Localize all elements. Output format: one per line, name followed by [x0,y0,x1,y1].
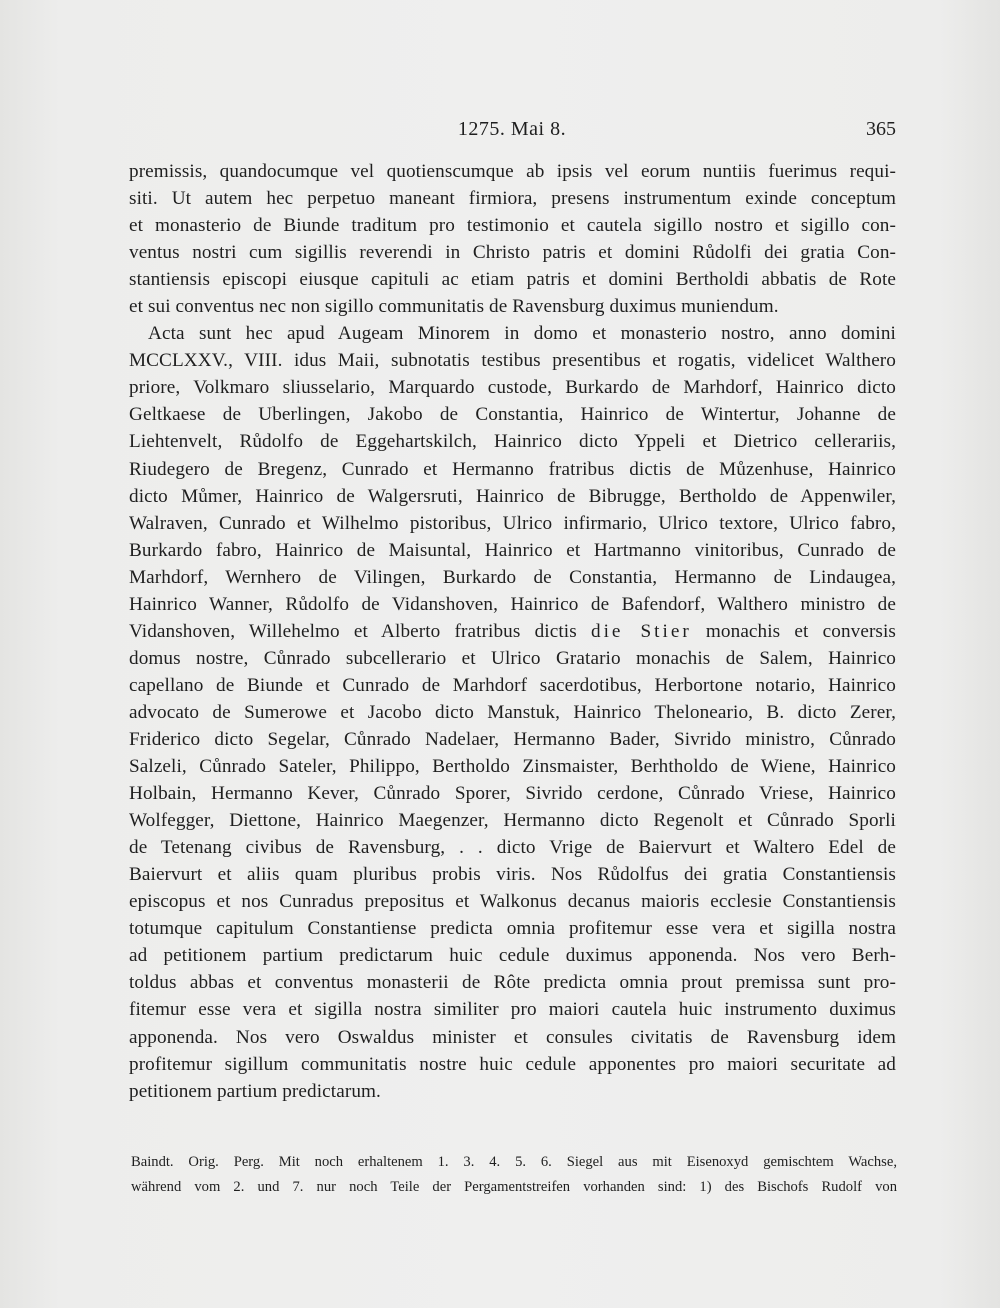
footnote-line: während vom 2. und 7. nur noch Teile der Pergamentstreifen vorhanden sind: 1) des Bischofs Rudolf von [131,1179,897,1195]
text-line: domus nostre, Cůnrado subcellerario et Ulrico Gratario monachis de Salem, Hainrico [129,647,896,669]
text-line: Riudegero de Bregenz, Cunrado et Hermanno fratribus dictis de Můzenhuse, Hainrico [129,458,896,480]
text-line: capellano de Biunde et Cunrado de Marhdorf sacerdotibus, Herbortone notario, Hainrico [129,674,896,696]
text-line: episcopus et nos Cunradus prepositus et Walkonus decanus maioris ecclesie Constantiensis [129,891,896,913]
text-line: Burkardo fabro, Hainrico de Maisuntal, Hainrico et Hartmanno vinitoribus, Cunrado de [129,539,896,561]
document-body [129,158,896,1105]
spaced-emphasis: die Stier [590,620,692,642]
text-line: fitemur esse vera et sigilla nostra similiter pro maiori cautela huic instrumento duximus [129,999,896,1021]
text-line: Vidanshoven, Willehelmo et Alberto fratribus dictis die Stier monachis et conversis [129,620,897,642]
footnote [131,1150,897,1200]
text-line: et monasterio de Biunde traditum pro testimonio et cautela sigillo nostro et sigillo con- [129,215,896,237]
text-line: et sui conventus nec non sigillo communitatis de Ravensburg duximus muniendum. [129,296,779,318]
text-line: Salzeli, Cůnrado Sateler, Philippo, Bertholdo Zinsmaister, Berhtholdo de Wiene, Hainrico [129,756,896,778]
text-line: Walraven, Cunrado et Wilhelmo pistoribus, Ulrico infirmario, Ulrico textore, Ulrico fabro, [129,512,896,534]
text-line: apponenda. Nos vero Oswaldus minister et consules civitatis de Ravensburg idem [129,1026,896,1048]
text-line: priore, Volkmaro sliusselario, Marquardo custode, Burkardo de Marhdorf, Hainrico dicto [129,377,896,399]
text-line: ad petitionem partium predictarum huic cedule duximus apponenda. Nos vero Berh- [129,945,896,967]
text-line: totumque capitulum Constantiense predicta omnia profitemur esse vera et sigilla nostra [129,918,896,940]
text-line: Geltkaese de Uberlingen, Jakobo de Constantia, Hainrico de Wintertur, Johanne de [129,404,896,426]
text-line: Wolfegger, Diettone, Hainrico Maegenzer, Hermanno dicto Regenolt et Cůnrado Sporli [129,810,896,832]
text-line: MCCLXXV., VIII. idus Maii, subnotatis testibus presentibus et rogatis, videlicet Walthero [129,350,896,372]
footnote-line: Baindt. Orig. Perg. Mit noch erhaltenem 1. 3. 4. 5. 6. Siegel aus mit Eisenoxyd gemischtem Wachse, [131,1154,897,1170]
text-line: de Tetenang civibus de Ravensburg, . . dicto Vrige de Baiervurt et Waltero Edel de [129,837,896,859]
text-line: stantiensis episcopi eiusque capituli ac etiam patris et domini Bertholdi abbatis de Rote [129,269,896,291]
text-line: dicto Můmer, Hainrico de Walgersruti, Hainrico de Bibrugge, Bertholdo de Appenwiler, [129,485,896,507]
text-line: toldus abbas et conventus monasterii de Rôte predicta omnia prout premissa sunt pro- [129,972,896,994]
text-line: advocato de Sumerowe et Jacobo dicto Manstuk, Hainrico Theloneario, B. dicto Zerer, [129,701,896,723]
text-line: Holbain, Hermanno Kever, Cůnrado Sporer, Sivrido cerdone, Cůnrado Vriese, Hainrico [129,783,896,805]
text-line: Acta sunt hec apud Augeam Minorem in domo et monasterio nostro, anno domini [148,323,896,345]
header-date: 1275. Mai 8. [457,118,567,140]
text-line: Liehtenvelt, Růdolfo de Eggehartskilch, Hainrico dicto Yppeli et Dietrico cellerariis, [129,431,896,453]
running-header [128,118,896,146]
text-line: Marhdorf, Wernhero de Vilingen, Burkardo de Constantia, Hermanno de Lindaugea, [129,566,896,588]
text-line: premissis, quandocumque vel quotienscumque ab ipsis vel eorum nuntiis fuerimus requi- [129,161,896,182]
text-line: Friderico dicto Segelar, Cůnrado Nadelaer, Hermanno Bader, Sivrido ministro, Cůnrado [129,728,896,750]
text-line: petitionem partium predictarum. [129,1080,381,1102]
text-line: Hainrico Wanner, Růdolfo de Vidanshoven, Hainrico de Bafendorf, Walthero ministro de [129,593,896,615]
text-line: Baiervurt et aliis quam pluribus probis viris. Nos Růdolfus dei gratia Constantiensis [129,864,896,886]
text-line: profitemur sigillum communitatis nostre huic cedule apponentes pro maiori securitate ad [129,1053,896,1075]
page-number: 365 [866,118,896,140]
text-line: siti. Ut autem hec perpetuo maneant firmiora, presens instrumentum exinde conceptum [129,188,896,210]
text-line: ventus nostri cum sigillis reverendi in Christo patris et domini Růdolfi dei gratia Con- [129,242,896,264]
